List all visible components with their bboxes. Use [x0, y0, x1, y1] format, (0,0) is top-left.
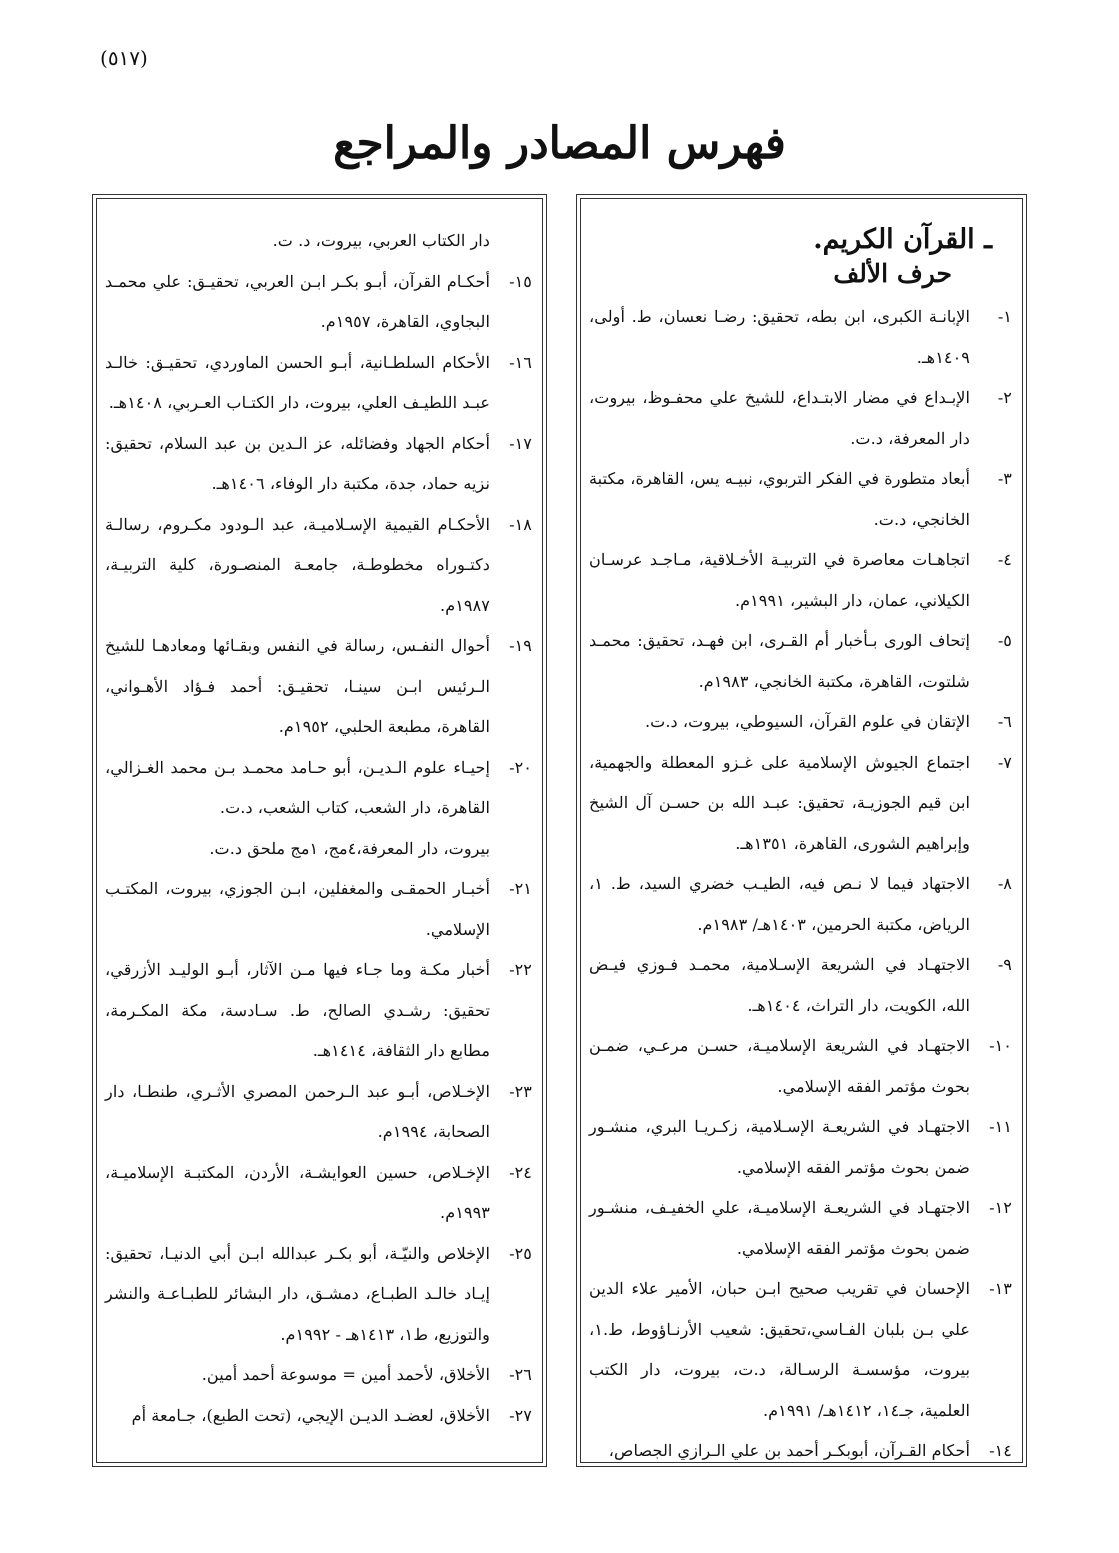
quran-heading: ـ القرآن الكريم.	[813, 224, 992, 255]
reference-entry	[105, 869, 532, 950]
entry-text: أخبـار الحمقـى والمغفلين، ابـن الجوزي، بيروت، المكتـب الإسلامي.	[105, 879, 490, 939]
entry-text: الاجتهـاد في الشريعـة الإسـلامية، زكـريـا البري، منشـور ضمن بحوث مؤتمر الفقه الإسلامي.	[589, 1117, 970, 1177]
entry-text: الإخـلاص، أبـو عبد الـرحمن المصري الأثـري، طنطـا، دار الصحابة، ١٩٩٤م.	[105, 1081, 490, 1141]
entry-text: الإخلاص والنيّـة، أبو بكـر عبدالله ابـن أبي الدنيـا، تحقيق: إيـاد خالـد الطبـاع، دمشـق، دار البشائر للطبـاعـة والنشر والتوزيع، ط١، ١٤١٣هـ - ١٩٩٢م.	[105, 1243, 490, 1344]
entry-number: ٢٧-	[509, 1405, 532, 1425]
entry-number: ١٢-	[989, 1198, 1012, 1217]
reference-entry	[589, 1431, 1012, 1463]
reference-entry	[589, 1188, 1012, 1269]
reference-entry	[589, 297, 1012, 378]
reference-entry	[589, 540, 1012, 621]
reference-entry	[105, 343, 532, 424]
reference-entry	[589, 1107, 1012, 1188]
entry-number: ٦-	[997, 712, 1012, 731]
reference-entry	[105, 424, 532, 505]
left-entries	[105, 262, 532, 1437]
entry-number: ٢٠-	[509, 757, 532, 777]
reference-entry	[589, 945, 1012, 1026]
entry-number: ٧-	[997, 752, 1012, 772]
reference-entry	[589, 1026, 1012, 1107]
entry-number: ٢٢-	[509, 960, 532, 979]
reference-entry	[589, 743, 1012, 865]
reference-entry	[589, 459, 1012, 540]
entry-number: ٥-	[997, 631, 1012, 650]
entry-number: ١٤-	[989, 1441, 1012, 1460]
entry-number: ١٦-	[509, 352, 532, 372]
entry-text: إتحاف الورى بـأخبار أم القـرى، ابن فهـد، تحقيق: محمـد شلتوت، القاهرة، مكتبة الخانجي، ١٩٨٣م.	[589, 631, 970, 691]
entry-text: الأخلاق، لعضـد الديـن الإيجي، (تحت الطبع)، جـامعة أم	[131, 1405, 490, 1425]
entry-number: ٩-	[997, 955, 1012, 974]
entry-text: الأخلاق، لأحمد أمين = موسوعة أحمد أمين.	[201, 1365, 490, 1384]
entry-number: ٢-	[997, 388, 1012, 407]
page-title: فهرس المصادر والمراجع	[333, 118, 786, 169]
entry-text: الإبـداع في مضار الابتـداع، للشيخ علي محفـوظ، بيروت، دار المعرفة، د.ت.	[589, 388, 970, 448]
entry-text: بيروت، دار المعرفة،٤مج، ١مج ملحق د.ت.	[209, 838, 490, 858]
page-number: (٥١٧)	[100, 46, 148, 70]
entry-text: أحوال النفـس، رسالة في النفس وبقـائها ومعادهـا للشيخ الـرئيس ابـن سينـا، تحقيـق: أحمد فـؤاد الأهـواني، القاهرة، مطبعة الحلبي، ١٩٥٢م.	[105, 636, 490, 736]
entry-text: الاجتهاد فيما لا نـص فيه، الطيـب خضري السيد، ط. ١، الرياض، مكتبة الحرمين، ١٤٠٣هـ/ ١٩٨٣م.	[589, 874, 970, 934]
entry-number: ١١-	[989, 1117, 1012, 1136]
reference-entry	[589, 1269, 1012, 1431]
reference-entry	[589, 702, 1012, 743]
continuation-line: دار الكتاب العربي، بيروت، د. ت.	[272, 231, 490, 250]
letter-heading: حرف الألف	[833, 259, 952, 288]
entry-number: ٢١-	[509, 879, 532, 898]
entry-number: ٢٤-	[509, 1162, 532, 1182]
entry-text: اتجاهـات معاصرة في التربيـة الأخـلاقية، مـاجـد عرسـان الكيلاني، عمان، دار البشير، ١٩٩١م.	[589, 550, 970, 610]
entry-text: الإتقان في علوم القرآن، السيوطي، بيروت، د.ت.	[645, 712, 970, 731]
entry-text: الاجتهـاد في الشريعة الإسلاميـة، حسـن مرعـي، ضمـن بحوث مؤتمر الفقه الإسلامي.	[589, 1036, 970, 1096]
right-entries	[589, 297, 1012, 1463]
entry-number	[490, 829, 532, 870]
entry-text: إحيـاء علوم الـديـن، أبو حـامد محمـد بـن محمد الغـزالي، القاهرة، دار الشعب، كتاب الشعب، د.ت.	[105, 757, 490, 817]
reference-entry	[589, 621, 1012, 702]
reference-entry	[105, 1396, 532, 1437]
entry-text: الإحسان في تقريب صحيح ابـن حبان، الأمير علاء الدين علي بـن بلبان الفـاسي،تحقيق: شعيب الأرنـاؤوط، ط.١، بيروت، مؤسسـة الرسـالة، د.ت، بيروت، دار الكتب العلمية، جـ١٤، ١٤١٢هـ/ ١٩٩١م.	[589, 1279, 970, 1420]
entry-number: ٢٦-	[509, 1365, 532, 1384]
right-column	[580, 198, 1023, 1463]
entry-number: ٢٣-	[509, 1081, 532, 1101]
entry-number: ١٠-	[989, 1036, 1012, 1055]
entry-text: الاجتهـاد في الشريعة الإسـلامية، محمـد فـوزي فيـض الله، الكويت، دار التراث، ١٤٠٤هـ.	[589, 955, 970, 1015]
reference-entry	[105, 1153, 532, 1234]
entry-number: ٤-	[997, 550, 1012, 569]
entry-number: ١-	[997, 307, 1012, 326]
reference-entry	[589, 864, 1012, 945]
reference-entry	[105, 626, 532, 748]
entry-number: ٢٥-	[509, 1243, 532, 1263]
reference-entry	[105, 1234, 532, 1356]
entry-number: ١٧-	[509, 433, 532, 453]
reference-entry	[105, 829, 532, 870]
reference-entry	[105, 262, 532, 343]
reference-entry	[105, 1072, 532, 1153]
entry-number: ١٨-	[509, 514, 532, 534]
entry-text: أحكام الجهاد وفضائله، عز الـدين بن عبد السلام، تحقيق: نزيه حماد، جدة، مكتبة دار الوفاء، ١٤٠٦هـ.	[105, 433, 490, 493]
left-column	[96, 198, 543, 1463]
reference-entry	[105, 748, 532, 829]
entry-text: الإخـلاص، حسين العوايشـة، الأردن، المكتبـة الإسلاميـة، ١٩٩٣م.	[105, 1162, 490, 1222]
entry-text: الأحكـام القيمية الإسـلاميـة، عبد الـودود مكـروم، رسالـة دكتـوراه مخطوطـة، جامعـة المنصـورة، كلية التربيـة، ١٩٨٧م.	[105, 514, 490, 615]
entry-text: أحكام القـرآن، أبوبكـر أحمد بن علي الـرازي الجصاص،	[608, 1441, 970, 1460]
reference-entry	[105, 950, 532, 1072]
entry-text: الأحكام السلطـانية، أبـو الحسن الماوردي، تحقيـق: خالـد عبـد اللطيـف العلي، بيروت، دار الكتـاب العـربي، ١٤٠٨هـ.	[105, 352, 490, 412]
entry-number: ١٩-	[509, 636, 532, 655]
reference-entry	[105, 505, 532, 627]
reference-entry	[589, 378, 1012, 459]
entry-text: الاجتهـاد في الشريعـة الإسلاميـة، علي الخفيـف، منشـور ضمن بحوث مؤتمر الفقه الإسلامي.	[589, 1198, 970, 1258]
entry-number: ١٥-	[509, 271, 532, 291]
entry-text: أبعاد متطورة في الفكر التربوي، نبيـه يس، القاهرة، مكتبة الخانجي، د.ت.	[589, 469, 970, 529]
entry-text: الإبانـة الكبرى، ابن بطه، تحقيق: رضـا نعسان، ط. أولى، ١٤٠٩هـ.	[589, 307, 970, 367]
entry-number: ٣-	[997, 469, 1012, 488]
entry-text: اجتماع الجيوش الإسلامية على غـزو المعطلة والجهمية، ابن قيم الجوزيـة، تحقيق: عبـد الله بن حسـن آل الشيخ وإبراهيم الشورى، القاهرة، ١٣٥١هـ.	[589, 752, 970, 853]
entry-text: أحكـام القرآن، أبـو بكـر ابـن العربي، تحقيـق: علي محمـد البجاوي، القاهرة، ١٩٥٧م.	[105, 271, 490, 331]
entry-number: ١٣-	[989, 1279, 1012, 1298]
reference-entry	[105, 1355, 532, 1396]
entry-number: ٨-	[997, 874, 1012, 893]
entry-text: أخبار مكـة وما جـاء فيها مـن الآثار، أبـو الوليـد الأزرقي، تحقيق: رشـدي الصالح، ط. سـادسة، مكة المكـرمة، مطابع دار الثقافة، ١٤١٤هـ.	[105, 960, 490, 1060]
